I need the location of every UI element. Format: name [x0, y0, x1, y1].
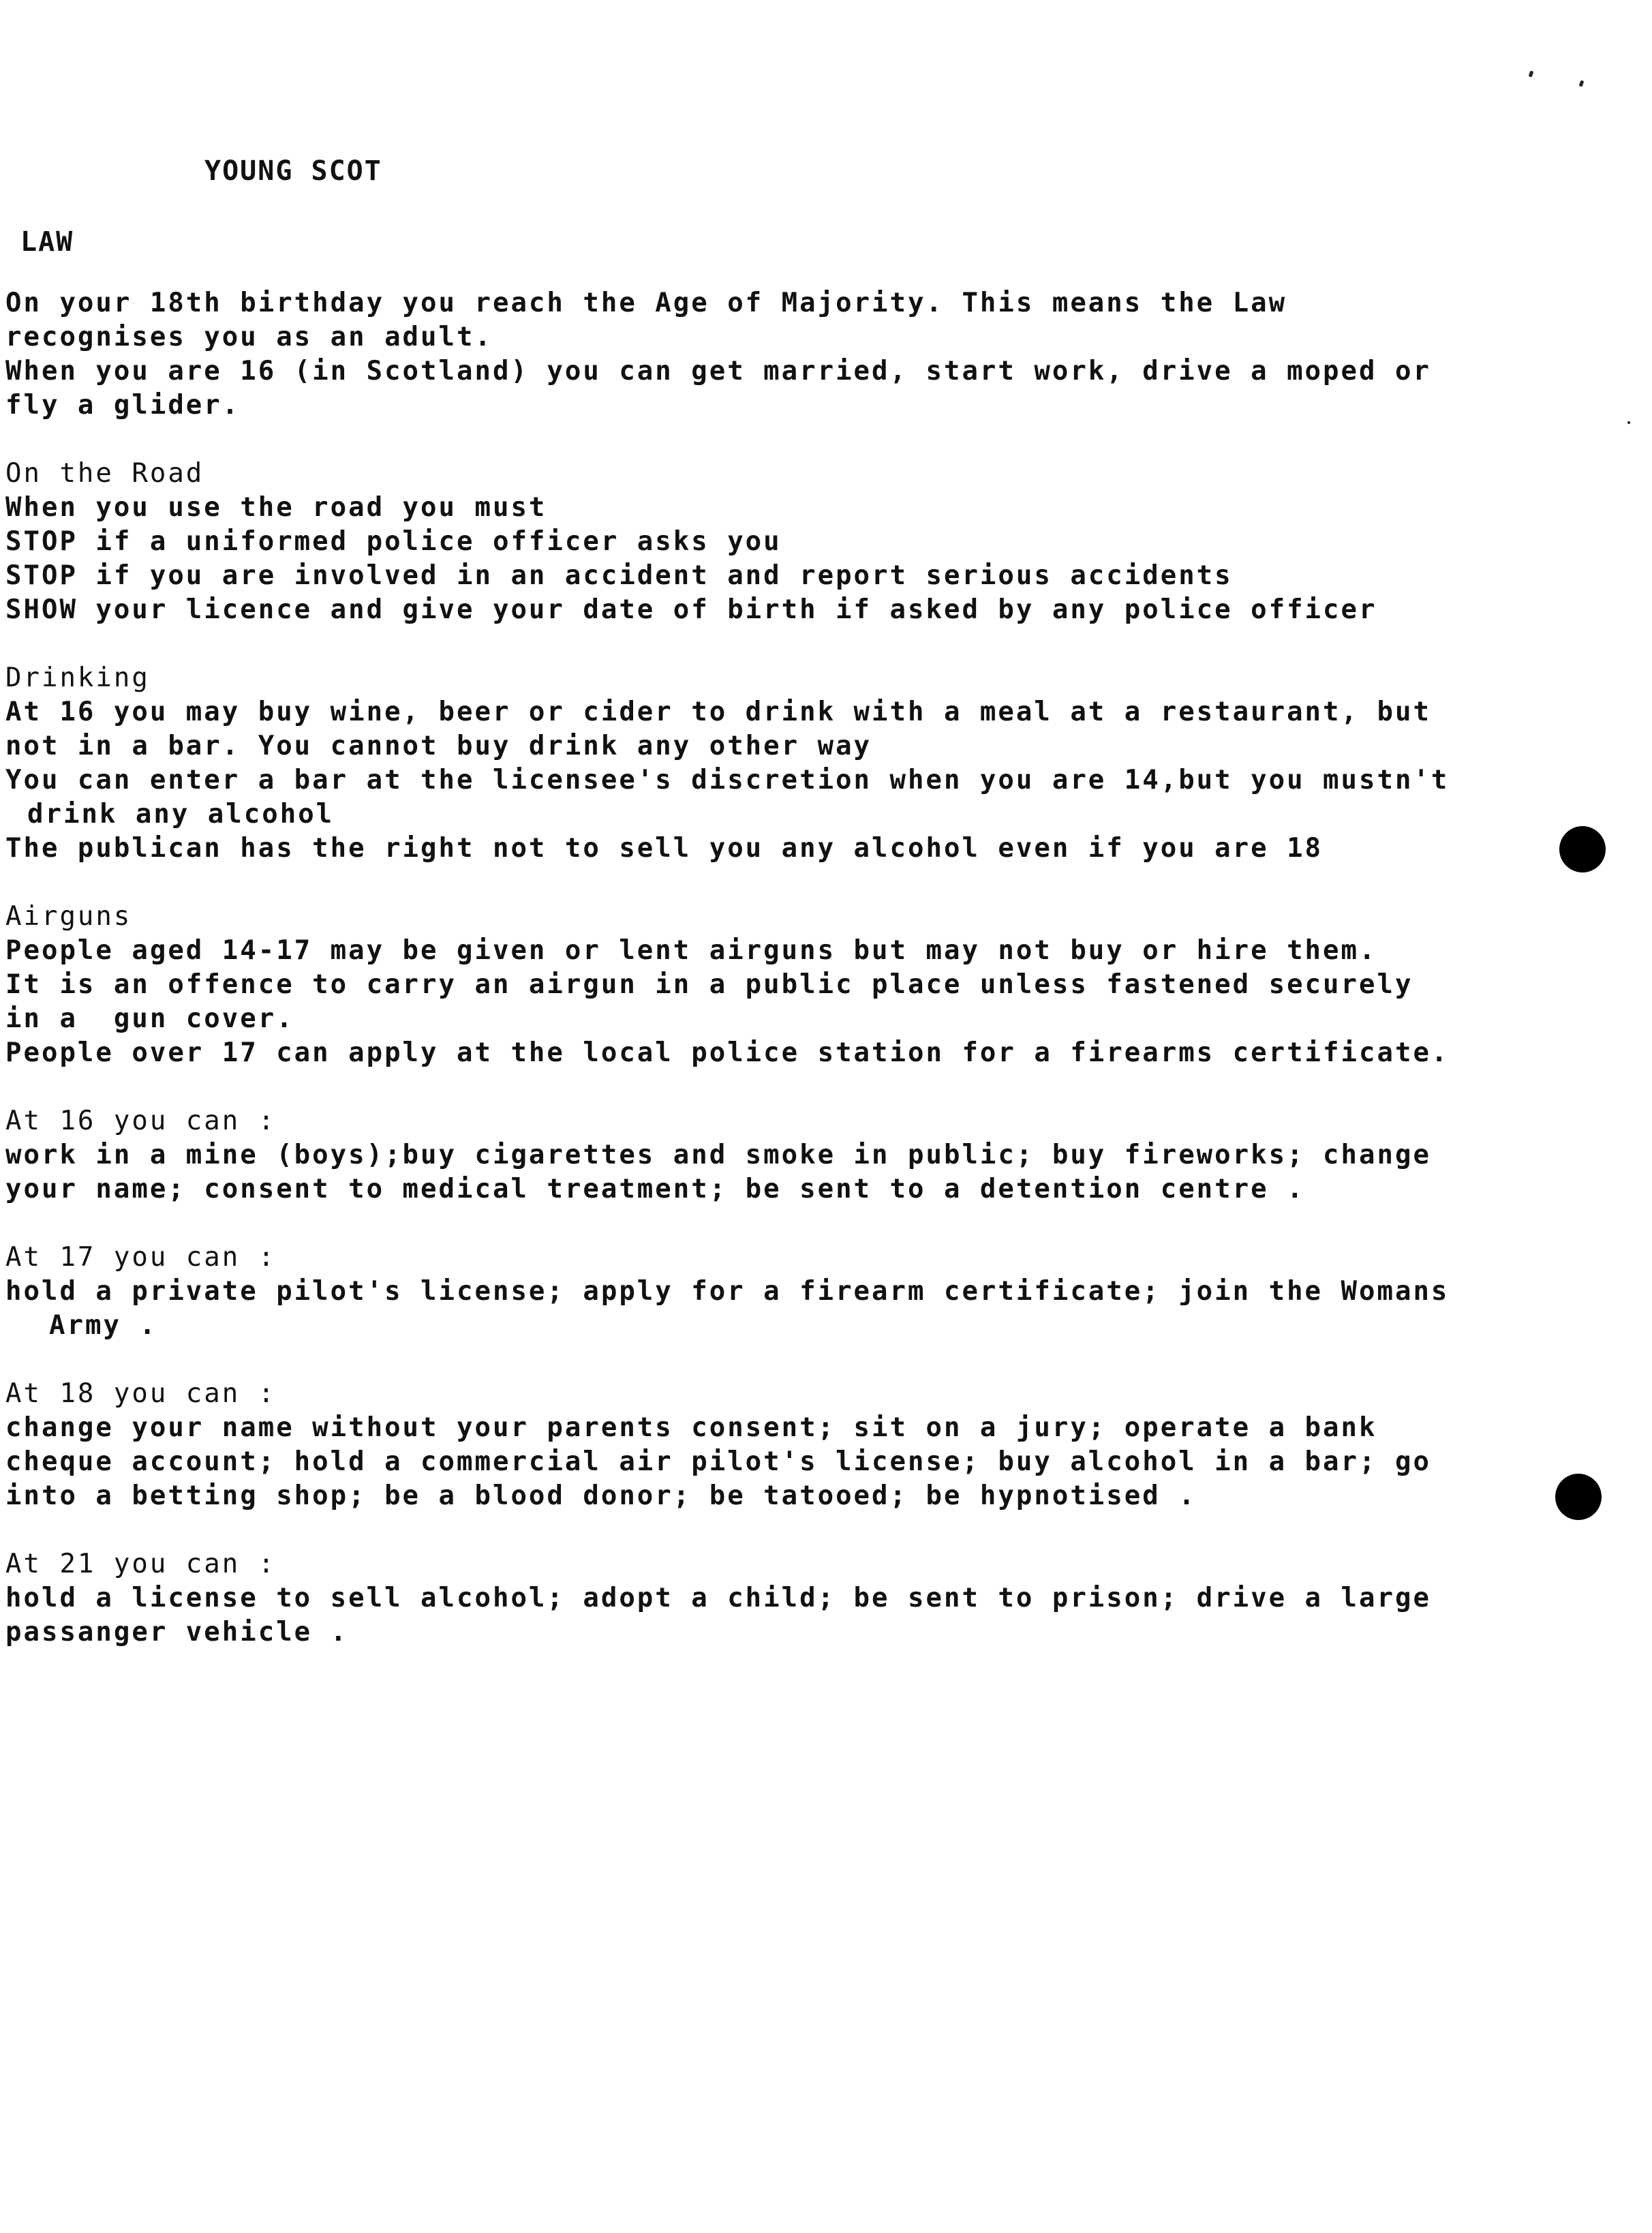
intro-line: recognises you as an adult.: [5, 322, 493, 352]
age-18-line: change your name without your parents consent; sit on a jury; operate a bank: [5, 1412, 1377, 1443]
airguns-section: [5, 900, 1641, 1070]
drinking-heading: Drinking: [5, 663, 150, 693]
age-21-line: hold a license to sell alcohol; adopt a child; be sent to prison; drive a large: [5, 1583, 1431, 1613]
age-18-line: cheque account; hold a commercial air pilot's license; buy alcohol in a bar; go: [5, 1446, 1431, 1477]
airguns-line: in a gun cover.: [5, 1003, 294, 1034]
age-16-section: [5, 1104, 1641, 1206]
age-21-section: [5, 1547, 1641, 1650]
age-17-line: Army .: [49, 1310, 157, 1341]
drinking-line: drink any alcohol: [27, 799, 335, 830]
scan-speck: [1529, 70, 1534, 77]
age-16-line: your name; consent to medical treatment; be sent to a detention centre .: [5, 1174, 1305, 1204]
airguns-line: People aged 14-17 may be given or lent airguns but may not buy or hire them.: [5, 935, 1377, 966]
age-17-heading: At 17 you can :: [5, 1242, 277, 1273]
drinking-line: The publican has the right not to sell you any alcohol even if you are 18: [5, 833, 1324, 864]
on-the-road-line: SHOW your licence and give your date of birth if asked by any police officer: [5, 594, 1377, 625]
intro-paragraph: [5, 286, 1641, 423]
airguns-line: People over 17 can apply at the local police station for a firearms certificate.: [5, 1037, 1450, 1068]
airguns-heading: Airguns: [5, 901, 132, 932]
on-the-road-section: [5, 457, 1641, 627]
punch-hole-mark: [1559, 826, 1606, 872]
on-the-road-line: When you use the road you must: [5, 492, 547, 523]
intro-line: fly a glider.: [5, 390, 241, 421]
intro-line: When you are 16 (in Scotland) you can get married, start work, drive a moped or: [5, 356, 1431, 386]
age-16-heading: At 16 you can :: [5, 1106, 277, 1136]
age-21-line: passanger vehicle .: [5, 1617, 349, 1647]
age-18-heading: At 18 you can :: [5, 1378, 277, 1409]
scan-speck: [1579, 80, 1585, 87]
scan-speck: [1627, 421, 1630, 424]
age-17-section: [5, 1241, 1641, 1343]
airguns-line: It is an offence to carry an airgun in a public place unless fastened securely: [5, 969, 1413, 1000]
age-16-line: work in a mine (boys);buy cigarettes and smoke in public; buy fireworks; change: [5, 1140, 1431, 1170]
drinking-line: not in a bar. You cannot buy drink any other way: [5, 731, 872, 761]
punch-hole-mark: [1555, 1474, 1602, 1520]
on-the-road-line: STOP if a uniformed police officer asks you: [5, 526, 782, 557]
drinking-line: You can enter a bar at the licensee's discretion when you are 14,but you mustn't: [5, 765, 1450, 795]
section-title-law: LAW: [20, 226, 74, 258]
drinking-line: At 16 you may buy wine, beer or cider to drink with a meal at a restaurant, but: [5, 697, 1431, 727]
age-21-heading: At 21 you can :: [5, 1549, 277, 1579]
document-body: [5, 286, 1641, 1684]
on-the-road-line: STOP if you are involved in an accident and report serious accidents: [5, 560, 1233, 591]
age-17-line: hold a private pilot's license; apply for a firearm certificate; join the Womans: [5, 1276, 1450, 1307]
on-the-road-heading: On the Road: [5, 458, 204, 489]
age-18-section: [5, 1377, 1641, 1513]
document-title: YOUNG SCOT: [204, 155, 382, 187]
drinking-section: [5, 661, 1641, 866]
age-18-line: into a betting shop; be a blood donor; be tatooed; be hypnotised .: [5, 1480, 1197, 1511]
intro-line: On your 18th birthday you reach the Age of Majority. This means the Law: [5, 288, 1287, 318]
